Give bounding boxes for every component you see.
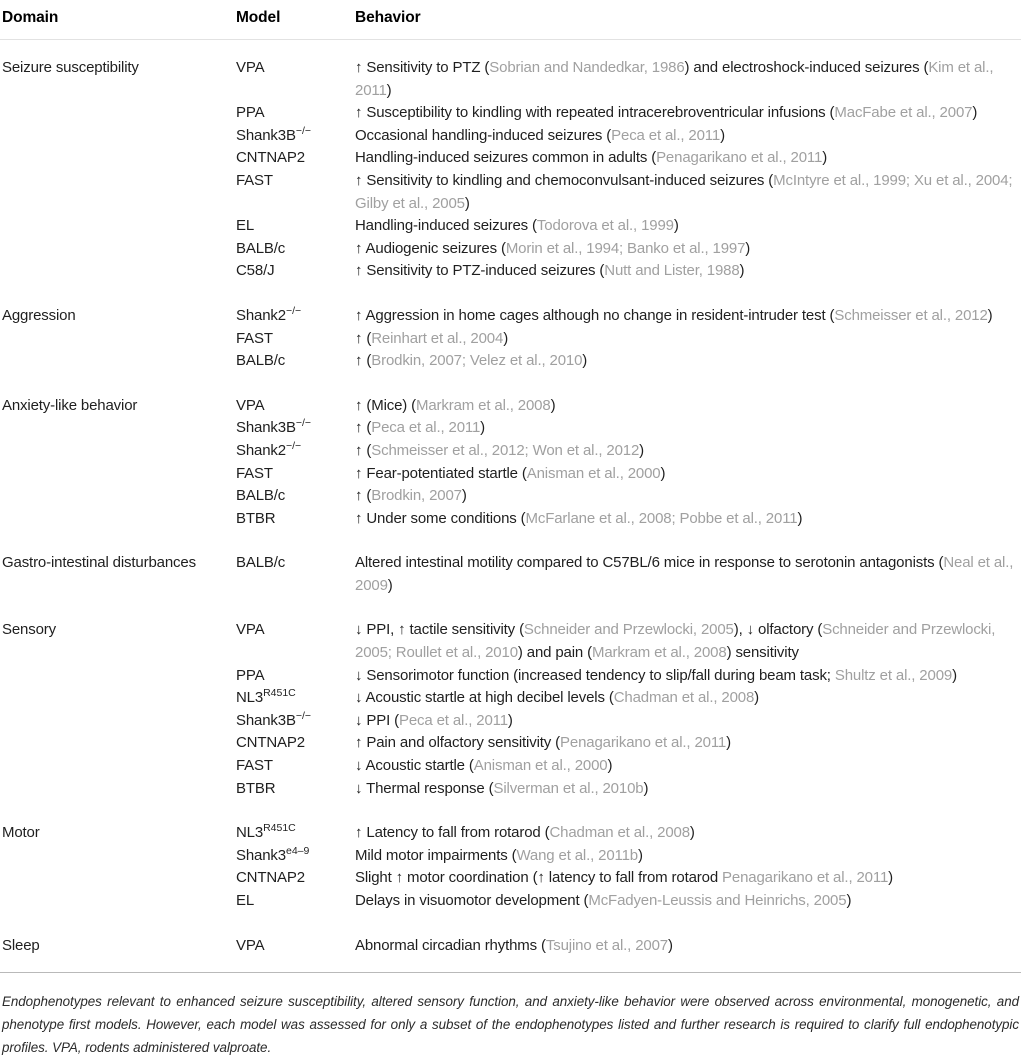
cell-domain — [0, 508, 234, 531]
table-row — [0, 328, 1021, 351]
cell-model: Shank3B−/− — [236, 417, 312, 437]
cell-behavior: Occasional handling-induced seizures (Peca et al., 2011) — [355, 126, 725, 144]
cell-behavior: Altered intestinal motility compared to C57BL/6 mice in response to serotonin antagonists (Neal et al., 2009) — [355, 554, 1014, 594]
cell-model: FAST — [236, 329, 273, 347]
cell-domain: Gastro-intestinal disturbances — [2, 554, 196, 572]
cell-domain: Sensory — [2, 621, 56, 639]
cell-behavior: ↓ Thermal response (Silverman et al., 2010b) — [355, 779, 649, 797]
cell-domain — [0, 485, 234, 508]
cell-behavior: ↑ Audiogenic seizures (Morin et al., 1994; Banko et al., 1997) — [355, 239, 751, 257]
cell-behavior: Abnormal circadian rhythms (Tsujino et al., 2007) — [355, 936, 673, 954]
cell-model: VPA — [236, 59, 265, 76]
cell-behavior: ↓ Acoustic startle (Anisman et al., 2000) — [355, 757, 613, 775]
cell-model: FAST — [236, 464, 273, 482]
cell-model: PPA — [236, 104, 265, 122]
table-row — [0, 597, 1021, 664]
cell-domain — [0, 125, 234, 148]
cell-model: BALB/c — [236, 487, 286, 505]
cell-domain — [0, 867, 234, 890]
table-row — [0, 283, 1021, 328]
cell-model: VPA — [236, 936, 265, 954]
cell-model: Shank2−/− — [236, 439, 302, 459]
cell-domain — [0, 147, 234, 170]
table-row — [0, 238, 1021, 261]
table-header — [0, 0, 1021, 40]
table-row — [0, 687, 1021, 710]
cell-domain — [0, 463, 234, 486]
cell-domain: Aggression — [2, 306, 76, 324]
table-row — [0, 732, 1021, 755]
cell-behavior: ↑ Sensitivity to kindling and chemoconvulsant-induced seizures (McIntyre et al., 1999; Xu et al., 2004; Gilby et al., 2005) — [355, 171, 1013, 212]
column-header-domain: Domain — [0, 0, 234, 40]
cell-domain — [0, 687, 234, 710]
cell-behavior: Delays in visuomotor development (McFadyen-Leussis and Heinrichs, 2005) — [355, 892, 852, 909]
column-header-behavior: Behavior — [353, 0, 1021, 40]
cell-model: CNTNAP2 — [236, 149, 305, 167]
table-caption: Endophenotypes relevant to enhanced seizure susceptibility, altered sensory function, and anxiety-like behavior were observed across environmental, monogenetic, and phenotype first models. However, each model was assessed for only a subset of the endophenotypes listed and further research is required to clarify full endophenotypic profiles. VPA, rodents administered valproate. — [2, 994, 1019, 1056]
cell-behavior: ↑ Aggression in home cages although no change in resident-intruder test (Schmeisser et al., 2012) — [355, 306, 993, 324]
cell-model: FAST — [236, 171, 273, 189]
cell-behavior: ↑ Sensitivity to PTZ-induced seizures (Nutt and Lister, 1988) — [355, 262, 745, 280]
cell-behavior: ↓ Acoustic startle at high decibel levels (Chadman et al., 2008) — [355, 689, 760, 707]
table-row — [0, 417, 1021, 440]
column-header-model: Model — [234, 0, 353, 40]
table-row — [0, 508, 1021, 531]
cell-model: PPA — [236, 666, 265, 684]
cell-behavior: ↑ Pain and olfactory sensitivity (Penagarikano et al., 2011) — [355, 734, 731, 752]
cell-model: BALB/c — [236, 239, 286, 257]
table-row — [0, 913, 1021, 973]
cell-behavior: ↑ (Schmeisser et al., 2012; Won et al., 2012) — [355, 441, 645, 459]
table-row — [0, 102, 1021, 125]
cell-model: $NL3^{R451C}$ — [236, 687, 296, 707]
table-row — [0, 147, 1021, 170]
cell-model: VPA — [236, 396, 265, 414]
cell-model: VPA — [236, 621, 265, 639]
table-row — [0, 373, 1021, 418]
cell-domain — [0, 215, 234, 238]
cell-model: CNTNAP2 — [236, 734, 305, 752]
cell-model: CNTNAP2 — [236, 869, 305, 887]
cell-domain — [0, 260, 234, 283]
table-row — [0, 170, 1021, 215]
cell-behavior: ↑ (Peca et al., 2011) — [355, 419, 486, 437]
cell-domain — [0, 350, 234, 373]
cell-domain — [0, 170, 234, 215]
cell-model: $NL3^{R451C}$ — [236, 822, 296, 842]
table-row — [0, 867, 1021, 890]
table-row — [0, 710, 1021, 733]
table-row — [0, 125, 1021, 148]
cell-behavior: ↑ Susceptibility to kindling with repeated intracerebroventricular infusions (MacFabe et al., 2007) — [355, 104, 978, 122]
table-row — [0, 440, 1021, 463]
table-row — [0, 755, 1021, 778]
table-row — [0, 40, 1021, 103]
table-row — [0, 665, 1021, 688]
cell-model: Shank2−/− — [236, 304, 302, 324]
cell-domain — [0, 440, 234, 463]
cell-domain — [0, 417, 234, 440]
cell-model: EL — [236, 892, 255, 909]
table-row — [0, 463, 1021, 486]
cell-model: BTBR — [236, 779, 276, 797]
cell-domain — [0, 890, 234, 913]
table-row — [0, 350, 1021, 373]
table-row — [0, 215, 1021, 238]
cell-behavior: Handling-induced seizures (Todorova et al., 1999) — [355, 217, 679, 235]
cell-behavior: ↑ (Brodkin, 2007) — [355, 487, 467, 505]
table-row — [0, 845, 1021, 868]
cell-behavior: ↓ PPI (Peca et al., 2011) — [355, 711, 513, 729]
cell-behavior: ↑ (Brodkin, 2007; Velez et al., 2010) — [355, 352, 588, 370]
cell-behavior: ↑ (Reinhart et al., 2004) — [355, 329, 509, 347]
cell-domain — [0, 778, 234, 801]
table-row — [0, 485, 1021, 508]
cell-model: $Shank3^{e4-9}$ — [236, 844, 310, 864]
cell-model: BALB/c — [236, 554, 286, 572]
header-row — [0, 0, 1021, 40]
table-row — [0, 530, 1021, 597]
cell-model: FAST — [236, 757, 273, 775]
cell-domain — [0, 732, 234, 755]
table-row — [0, 890, 1021, 913]
cell-behavior: ↑ (Mice) (Markram et al., 2008) — [355, 396, 556, 414]
cell-behavior: ↓ PPI, ↑ tactile sensitivity (Schneider and Przewlocki, 2005), ↓ olfactory (Schneider and Przewlocki, 2005; Roullet et al., 2010) and pain (Markram et al., 2008) sensitivity — [355, 621, 996, 662]
cell-domain: Motor — [2, 824, 40, 842]
cell-behavior: ↑ Latency to fall from rotarod (Chadman et al., 2008) — [355, 824, 695, 842]
cell-behavior: ↓ Sensorimotor function (increased tendency to slip/fall during beam task; Shultz et al., 2009) — [355, 666, 957, 684]
cell-domain — [0, 328, 234, 351]
table-body — [0, 40, 1021, 973]
cell-model: Shank3B−/− — [236, 124, 312, 144]
cell-domain — [0, 102, 234, 125]
cell-domain — [0, 238, 234, 261]
cell-domain: Seizure susceptibility — [2, 59, 139, 76]
cell-behavior: ↑ Sensitivity to PTZ (Sobrian and Nandedkar, 1986) and electroshock-induced seizures (Kim et al., 2011) — [355, 59, 994, 99]
cell-domain — [0, 665, 234, 688]
cell-domain: Sleep — [2, 936, 40, 954]
cell-model: Shank3B−/− — [236, 709, 312, 729]
cell-behavior: Mild motor impairments (Wang et al., 2011b) — [355, 846, 643, 864]
cell-domain: Anxiety-like behavior — [2, 396, 138, 414]
cell-behavior: ↑ Fear-potentiated startle (Anisman et al., 2000) — [355, 464, 666, 482]
table-row — [0, 800, 1021, 845]
cell-model: BTBR — [236, 509, 276, 527]
cell-behavior: Handling-induced seizures common in adults (Penagarikano et al., 2011) — [355, 149, 828, 167]
table-row — [0, 778, 1021, 801]
cell-domain — [0, 755, 234, 778]
cell-model: BALB/c — [236, 352, 286, 370]
cell-behavior: ↑ Under some conditions (McFarlane et al., 2008; Pobbe et al., 2011) — [355, 509, 803, 527]
cell-domain — [0, 845, 234, 868]
table-row — [0, 260, 1021, 283]
cell-domain — [0, 710, 234, 733]
cell-behavior: Slight ↑ motor coordination (↑ latency to fall from rotarod Penagarikano et al., 2011) — [355, 869, 893, 887]
cell-model: EL — [236, 217, 255, 235]
cell-model: C58/J — [236, 262, 275, 280]
